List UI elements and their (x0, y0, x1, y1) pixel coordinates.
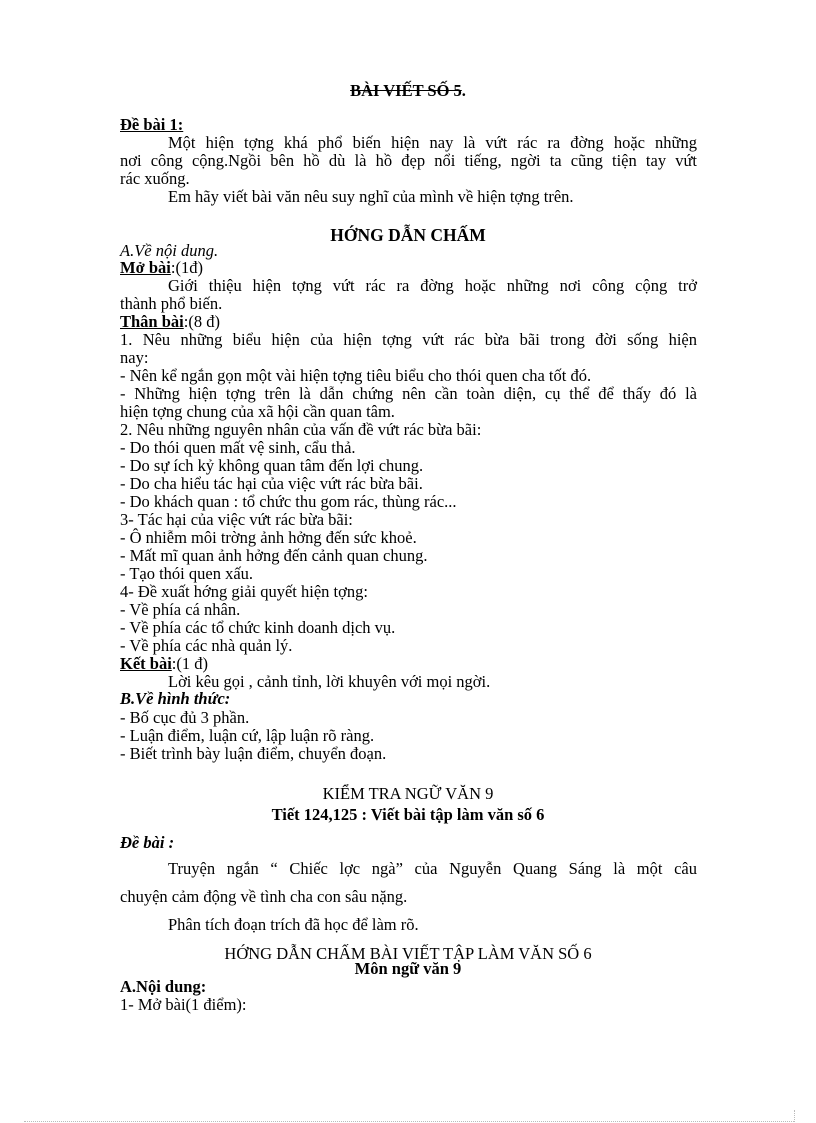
prompt-1-line-2: nơi công cộng.Ngồi bên hồ dù là hồ đẹp nổi tiếng, ngời ta cũng tiện tay vứt (120, 151, 697, 170)
prompt-1-label: Đề bài 1: (120, 115, 184, 134)
essay-5-title-text: BÀI VIẾT SỐ 5 (350, 81, 462, 100)
section-b-form-label: B.Về hình thức: (120, 689, 231, 708)
section-a-content-label: A.Về nội dung. (120, 241, 219, 260)
body-point-2: 2. Nêu những nguyên nhân của vấn đề vứt rác bừa bãi: (120, 420, 482, 439)
body-point-2-item-c: - Do cha hiểu tác hại của việc vứt rác bừa bãi. (120, 474, 423, 493)
body-label: Thân bài (120, 312, 184, 331)
prompt-1-line-1: Một hiện tợng khá phổ biến hiện nay là vứt rác ra đờng hoặc những (168, 133, 697, 152)
body-point-3-item-b: - Mất mĩ quan ảnh hởng đến cảnh quan chung. (120, 546, 428, 565)
grading-guide-heading: HỚNG DẪN CHẤM (330, 225, 486, 245)
body-point-4: 4- Đề xuất hớng giải quyết hiện tợng: (120, 582, 368, 601)
intro-label: Mở bài (120, 258, 171, 277)
body-point-2-item-a: - Do thói quen mất vệ sinh, cẩu thả. (120, 438, 356, 457)
body-point-1-item-b-line-1: - Những hiện tợng trên là dẫn chứng nên cần toàn diện, cụ thể để thấy đó là (120, 384, 697, 403)
prompt-2-line-2: chuyện cảm động về tình cha con sâu nặng. (120, 887, 408, 906)
body-heading (120, 313, 220, 331)
form-item-a: - Bố cục đủ 3 phần. (120, 708, 250, 727)
body-point-4-item-b: - Về phía các tổ chức kinh doanh dịch vụ. (120, 618, 396, 637)
body-point-3-item-a: - Ô nhiễm môi trờng ảnh hởng đến sức khoẻ. (120, 528, 417, 547)
body-point-3-item-c: - Tạo thói quen xấu. (120, 564, 254, 583)
intro-line-1: Giới thiệu hiện tợng vứt rác ra đờng hoặc những nơi công cộng trở (168, 276, 697, 295)
conclusion-line-1: Lời kêu gọi , cảnh tỉnh, lời khuyên với mọi ngời. (168, 672, 491, 691)
section-a2-item-1: 1- Mở bài(1 điểm): (120, 995, 247, 1014)
body-point-1-line-2: nay: (120, 348, 149, 367)
subject-heading: Môn ngữ văn 9 (354, 959, 462, 978)
essay-5-title-dot: . (461, 81, 466, 100)
body-point-3: 3- Tác hại của việc vứt rác bừa bãi: (120, 510, 353, 529)
intro-heading (120, 259, 203, 277)
body-point-2-item-b: - Do sự ích kỷ không quan tâm đến lợi chung. (120, 456, 424, 475)
page-bottom-border (24, 1121, 794, 1122)
intro-line-2: thành phổ biến. (120, 294, 223, 313)
page-right-border (794, 1110, 795, 1122)
prompt-1-task: Em hãy viết bài văn nêu suy nghĩ của mình về hiện tợng trên. (168, 187, 574, 206)
form-item-c: - Biết trình bày luận điểm, chuyển đoạn. (120, 744, 387, 763)
body-point-4-item-c: - Về phía các nhà quản lý. (120, 636, 293, 655)
lesson-heading: Tiết 124,125 : Viết bài tập làm văn số 6 (271, 805, 545, 824)
body-point-1-line-1: 1. Nêu những biểu hiện của hiện tợng vứt rác bừa bãi trong đời sống hiện (120, 330, 697, 349)
conclusion-score: :(1 đ) (171, 654, 208, 673)
body-point-1-item-a: - Nên kể ngắn gọn một vài hiện tợng tiêu biểu cho thói quen cha tốt đó. (120, 366, 592, 385)
grading-guide-6-heading: HỚNG DẪN CHẤM BÀI VIẾT TẬP LÀM VĂN SỐ 6 (224, 944, 592, 963)
conclusion-label: Kết bài (120, 654, 172, 673)
exam-heading: KIỂM TRA NGỮ VĂN 9 (322, 784, 494, 803)
intro-score: :(1đ) (170, 258, 203, 277)
essay-5-title (0, 82, 816, 100)
conclusion-heading (120, 655, 208, 673)
prompt-2-line-1: Truyện ngắn “ Chiếc lợc ngà” của Nguyễn Quang Sáng là một câu (168, 859, 697, 878)
body-point-1-item-b-line-2: hiện tợng chung của xã hội cần quan tâm. (120, 402, 395, 421)
section-a2-label: A.Nội dung: (120, 977, 207, 996)
body-score: :(8 đ) (183, 312, 220, 331)
prompt-2-task: Phân tích đoạn trích đã học để làm rõ. (168, 915, 419, 934)
prompt-1-line-3: rác xuống. (120, 169, 190, 188)
form-item-b: - Luận điểm, luận cứ, lập luận rõ ràng. (120, 726, 375, 745)
body-point-4-item-a: - Về phía cá nhân. (120, 600, 241, 619)
prompt-2-label: Đề bài : (120, 833, 175, 852)
body-point-2-item-d: - Do khách quan : tổ chức thu gom rác, thùng rác... (120, 492, 457, 511)
